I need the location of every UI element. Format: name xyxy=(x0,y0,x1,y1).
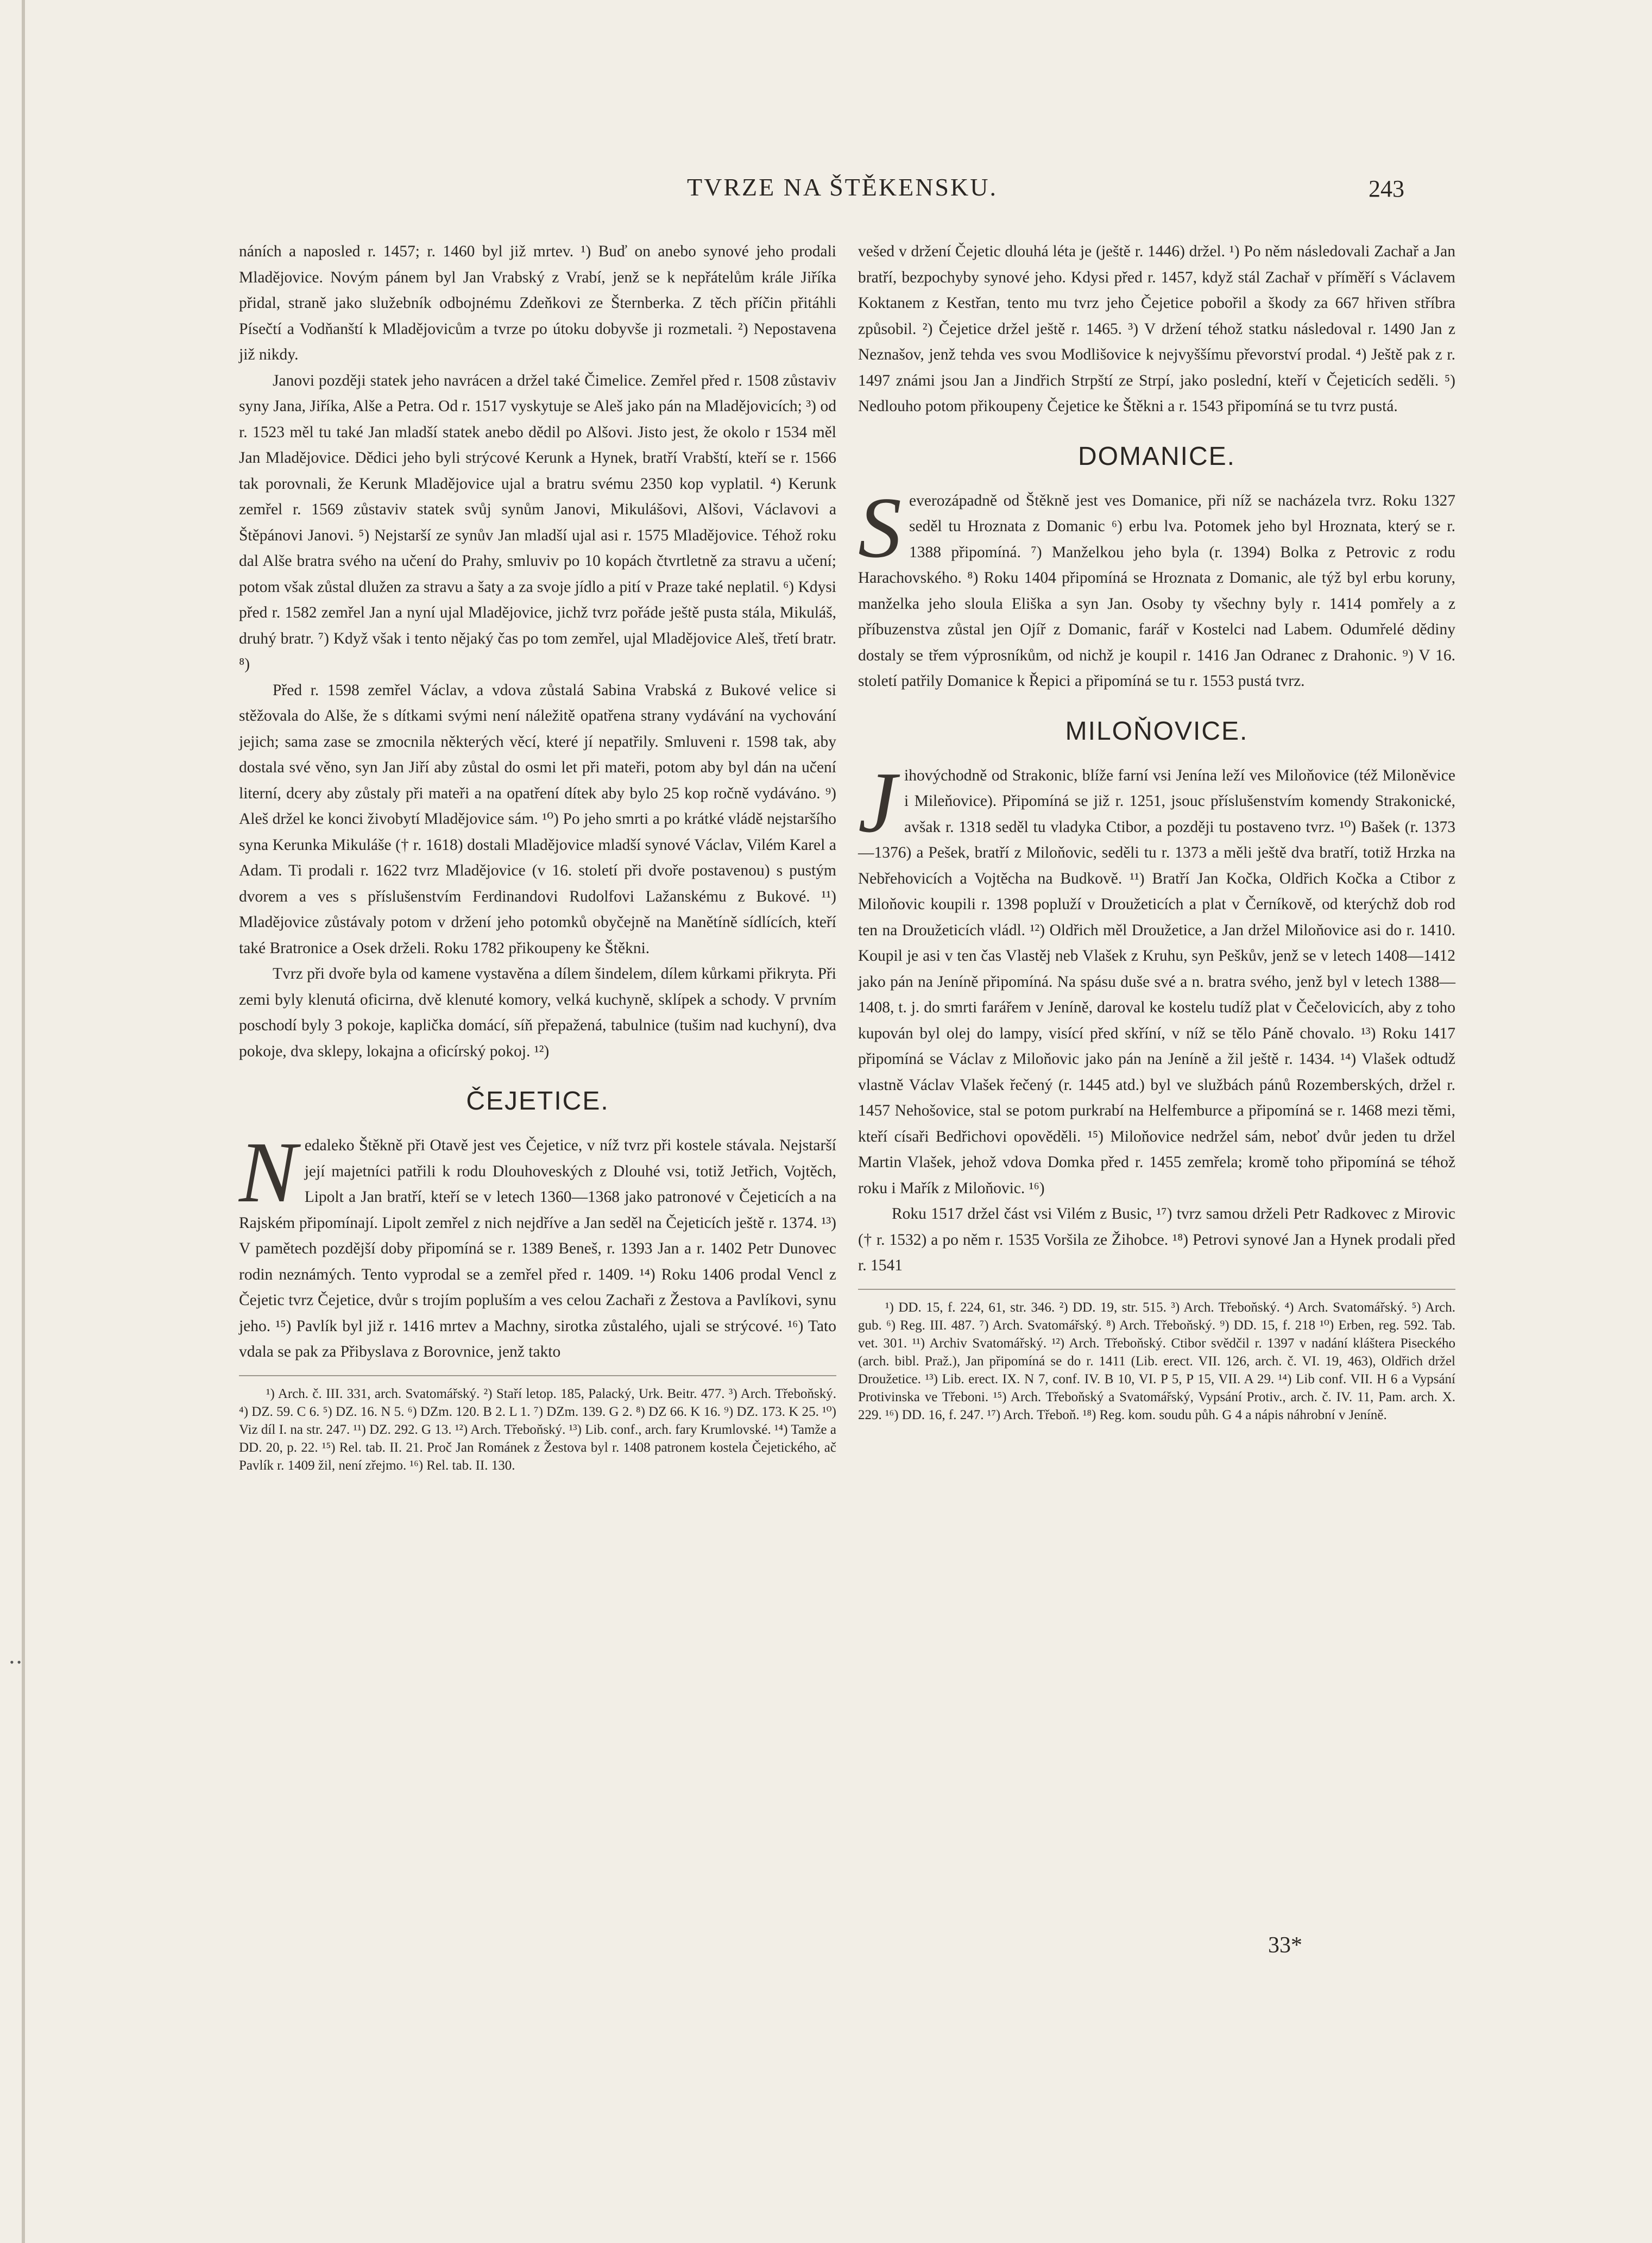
section-text: ihovýchodně od Strakonic, blíže farní vsi Jenína leží ves Miloňovice (též Miloněvice i Mileňovice). Připomíná se již r. 1251, jsouc příslušenstvím komendy Strakonické, avšak r. 1318 seděl tu vladyka Ctibor, a později tu postaveno tvrz. ¹⁰) Bašek (r. 1373—1376) a Pešek, bratří z Miloňovic, seděli tu r. 1373 a měli ještě dva bratří, totiž Hrzka na Nebřehovicích a Vojtěcha na Budkově. ¹¹) Bratří Jan Kočka, Oldřich Kočka a Ctibor z Miloňovic koupili r. 1398 popluží v Droužeticích a plat v Černíkově, od kterýchž dob rod ten na Droužeticích vládl. ¹²) Oldřich měl Droužetice, a Jan držel Miloňovice asi do r. 1410. Koupil je asi v ten čas Vlastěj neb Vlašek z Kruhu, syn Peškův, jenž se v letech 1408—1412 jako pán na Jeníně připomíná. Na spásu duše své a n. bratra svého, jenž byl v letech 1388—1408, t. j. do smrti farářem v Jeníně, daroval ke kostelu tudíž plat v Čečelovicích, aby z toho kupován byl olej do lampy, visící před skříní, v níž se tělo Páně chovalo. ¹³) Roku 1417 připomíná se Václav z Miloňovic jako pán na Jeníně a žil ještě r. 1434. ¹⁴) Vlašek odtudž vlastně Václav Vlašek řečený (r. 1445 atd.) byl ve službách pánů Rozemberských, držel r. 1457 Nehošovice, stal se potom purkrabí na Helfemburce a připomíná se r. 1468 mezi těmi, kteří císaři Bedřichovi opověděli. ¹⁵) Miloňovice nedržel sám, neboť dvůr jeden tu držel Martin Vlašek, jehož vdova Domka před r. 1455 zemřela; kromě toho připomíná se téhož roku i Mařík z Miloňovic. ¹⁶) xyxy=(858,766,1455,1197)
dropcap-initial: J xyxy=(858,753,897,850)
paragraph: Před r. 1598 zemřel Václav, a vdova zůstalá Sabina Vrabská z Bukové velice si stěžovala do Alše, že s dítkami svými není náležitě opatřena strany vydávání na vychování jejich; sama zase se zmocnila některých věcí, které jí nepatřily. Smluveni r. 1598 tak, aby dostala své věno, syn Jan Jiří aby zůstal do osmi let při mateři, potom aby byl dán na učení literní, dcery aby zůstaly při mateři a na opatření dítek aby bylo 25 kop ročně vydáváno. ⁹) Aleš držel ke konci živobytí Mladějovice sám. ¹⁰) Po jeho smrti a po krátké vládě nejstaršího syna Kerunka Mikuláše († r. 1618) dostali Mladějovice mladší synové Václav, Vilém Karel a Adam. Ti prodali r. 1622 tvrz Mladějovice (v 16. století při dvoře postavenou) s pustým dvorem a ves s příslušenstvím Ferdinandovi Rudolfovi Lažanskému z Bukové. ¹¹) Mladějovice zůstávaly potom v držení jeho potomků obyčejně na Manětíně sídlících, kteří také Bratronice a Osek drželi. Roku 1782 přikoupeny ke Štěkni. xyxy=(239,681,836,957)
footnote-text: ¹) DD. 15, f. 224, 61, str. 346. ²) DD. 19, str. 515. ³) Arch. Třeboňský. ⁴) Arch. Svatomářský. ⁵) Arch. gub. ⁶) Reg. III. 487. ⁷) Arch. Svatomářský. ⁸) Arch. Třeboňský. ⁹) DD. 15, f. 218 ¹⁰) Erben, reg. 592. Tab. vet. 301. ¹¹) Archiv Svatomářský. ¹²) Arch. Třeboňský. Ctibor svědčil r. 1397 v nadání kláštera Piseckého (arch. bibl. Praž.), Jan připomíná se do r. 1411 (Lib. erect. VII. 126, arch. č. VI. 19, 463), Oldřich držel Droužetice. ¹³) Lib. erect. IX. N 7, conf. IV. B 10, VI. P 5, P 15, VII. A 29. ¹⁴) Lib conf. VII. H 6 a Vypsání Protivinska ve Třeboni. ¹⁵) Arch. Třeboňský a Svatomářský, Vypsání Protiv., arch. č. IV. 11, Pam. arch. X. 229. ¹⁶) DD. 16, f. 247. ¹⁷) Arch. Třeboň. ¹⁸) Reg. kom. soudu půh. G 4 a nápis náhrobní v Jeníně. xyxy=(858,1300,1455,1422)
footnotes-right xyxy=(858,1299,1455,1424)
footnote-text: ¹) Arch. č. III. 331, arch. Svatomářský. ²) Staří letop. 185, Palacký, Urk. Beitr. 477. ³) Arch. Třeboňský. ⁴) DZ. 59. C 6. ⁵) DZ. 16. N 5. ⁶) DZm. 120. B 2. L 1. ⁷) DZm. 139. G 2. ⁸) DZ 66. K 16. ⁹) DZ. 173. K 25. ¹⁰) Viz díl I. na str. 247. ¹¹) DZ. 292. G 13. ¹²) Arch. Třeboňský. ¹³) Lib. conf., arch. fary Krumlovské. ¹⁴) Tamže a DD. 20, p. 22. ¹⁵) Rel. tab. II. 21. Proč Jan Románek z Žestova byl r. 1408 patronem kostela Čejetického, ač Pavlík r. 1409 žil, není zřejmo. ¹⁶) Rel. tab. II. 130. xyxy=(239,1386,836,1473)
paragraph: náních a naposled r. 1457; r. 1460 byl již mrtev. ¹) Buď on anebo synové jeho prodali Mladějovice. Novým pánem byl Jan Vrabský z Vrabí, jenž se k nepřátelům krále Jiříka přidal, straně jako služebník odbojnému Zdeňkovi ze Šternberka. Z těch příčin přitáhli Písečtí a Vodňanští k Mladějovicům a tvrze po útoku dobyvše ji rozmetali. ²) Nepostavena již nikdy. xyxy=(239,243,836,363)
binding-edge xyxy=(22,0,25,2243)
section-body-cejetice xyxy=(239,1124,836,1365)
paragraph: Tvrz při dvoře byla od kamene vystavěna a dílem šindelem, dílem kůrkami přikryta. Při zemi byly klenutá oficirna, dvě klenuté komory, velká kuchyně, sklípek a schody. V prvním poschodí byly 3 pokoje, kaplička domácí, síň přepažená, tabulnice (tušim nad kuchyní), dva pokoje, dva sklepy, lokajna a oficírský pokoj. ¹²) xyxy=(239,965,836,1060)
section-text: everozápadně od Štěkně jest ves Domanice, při níž se nacházela tvrz. Roku 1327 seděl tu Hroznata z Domanic ⁶) erbu lva. Potomek jeho byl Hroznata, který se r. 1388 připomíná. ⁷) Manželkou jeho byla (r. 1394) Bolka z Petrovic z rodu Harachovského. ⁸) Roku 1404 připomíná se Hroznata z Domanic, ale týž byl erbu koruny, manželka jeho sloula Eliška a syn Jan. Osoby ty všechny byly r. 1414 pomřely a z příbuzenstva zůstal jen Ojíř z Domanic, farář v Kostelci nad Labem. Odumřelé dědiny dostaly se třem výprosníkům, od nichž je koupil r. 1416 Jan Odranec z Drahonic. ⁹) V 16. století patřily Domanice k Řepici a připomíná se tu r. 1553 pustá tvrz. xyxy=(858,492,1455,690)
footnote-rule xyxy=(858,1289,1455,1290)
paragraph: Janovi později statek jeho navrácen a držel také Čimelice. Zemřel před r. 1508 zůstaviv syny Jana, Jiříka, Alše a Petra. Od r. 1517 vyskytuje se Aleš jako pán na Mladějovicích; ³) od r. 1523 měl tu také Jan mladší statek anebo dědil po Alšovi. Jisto jest, že okolo r 1534 měl Jan Mladějovice. Dědici jeho byli strýcové Kerunk a Hynek, bratří Vrabští, kteří se r. 1566 tak porovnali, že Kerunk Mladějovice ujal a bratru svému 2350 kop vyplatil. ⁴) Kerunk zemřel r. 1569 zůstaviv statek svůj synům Janovi, Mikulášovi, Alšovi, Václavovi a Štěpánovi Janovi. ⁵) Nejstarší ze synův Jan mladší ujal asi r. 1575 Mladějovice. Téhož roku dal Alše bratra svého na učení do Prahy, smluviv po 10 kopách čtvrtletně za stravu a učení; potom však zůstal dlužen za stravu a šaty a za svoje jídlo a pití v Praze také neplatil. ⁶) Kdysi před r. 1582 zemřel Jan a nyní ujal Mladějovice, jichž tvrz pořáde ještě pusta stála, Mikuláš, druhý bratr. ⁷) Když však i tento nějaký čas po tom zemřel, ujal Mladějovice Aleš, třetí bratr. ⁸) xyxy=(239,371,836,673)
footnote-rule xyxy=(239,1375,836,1376)
paragraph: Roku 1517 držel část vsi Vilém z Busic, ¹⁷) tvrz samou drželi Petr Radkovec z Mirovic († r. 1532) a po něm r. 1535 Voršila ze Žihobce. ¹⁸) Petrovi synové Jan a Hynek prodali před r. 1541 xyxy=(858,1205,1455,1274)
right-column xyxy=(858,239,1455,1424)
page-number: 243 xyxy=(1369,175,1404,202)
dropcap-initial: N xyxy=(239,1124,297,1220)
section-title-cejetice: ČEJETICE. xyxy=(466,1087,609,1116)
section-body-milonovice xyxy=(858,753,1455,1202)
footnotes-left xyxy=(239,1385,836,1475)
section-title-domanice: DOMANICE. xyxy=(1077,442,1235,471)
dropcap-initial: S xyxy=(858,478,901,576)
section-text: edaleko Štěkně při Otavě jest ves Čejetice, v níž tvrz při kostele stávala. Nejstarší její majetníci patřili k rodu Dlouhoveských z Dlouhé vsi, totiž Jetřich, Vojtěch, Lipolt a Jan bratří, kteří se v letech 1360—1368 jako patronové v Čejeticích a na Rajském připomínají. Lipolt zemřel z nich nejdříve a Jan seděl na Čejeticích ještě r. 1374. ¹³) V pamětech pozdější doby připomíná se r. 1389 Beneš, r. 1393 Jan a r. 1402 Petr Dunovec rodin neznámých. Tento vyprodal se a zemřel před r. 1409. ¹⁴) Roku 1406 prodal Vencl z Čejetic tvrz Čejetice, dvůr s trojím popluším a ves celou Zachaři z Žestova a Pavlíkovi, synu jeho. ¹⁵) Pavlík byl již r. 1416 mrtev a Machny, sirotka zůstalého, ujali se strýcové. ¹⁶) Tato vdala se pak za Přibyslava z Borovnice, jenž takto xyxy=(239,1137,836,1360)
paragraph: vešed v držení Čejetic dlouhá léta je (ještě r. 1446) držel. ¹) Po něm následovali Zachař a Jan bratří, bezpochyby synové jeho. Kdysi před r. 1457, když stál Zachař v příměří s Václavem Koktanem z Kestřan, tento mu tvrz jeho Čejetice pobořil a škody za 667 hřiven stříbra způsobil. ²) Čejetice držel ještě r. 1465. ³) V držení téhož statku následoval r. 1490 Jan z Neznašov, jenž tehda ves svou Modlišovice k nejvyššímu převorství prodal. ⁴) Ještě pak z r. 1497 známi jsou Jan a Jindřich Strpští ze Strpí, jako poslední, kteří v Čejeticích seděli. ⁵) Nedlouho potom přikoupeny Čejetice ke Štěkni a r. 1543 připomíná se tu tvrz pustá. xyxy=(858,243,1455,415)
signature-mark: 33* xyxy=(1268,1933,1302,1958)
running-title: TVRZE NA ŠTĚKENSKU. xyxy=(687,173,998,201)
running-header xyxy=(0,173,1652,205)
margin-marks: • • xyxy=(10,1655,21,1669)
section-body-domanice xyxy=(858,478,1455,695)
section-title-milonovice: MILOŇOVICE. xyxy=(1065,716,1249,746)
left-column xyxy=(239,239,836,1475)
